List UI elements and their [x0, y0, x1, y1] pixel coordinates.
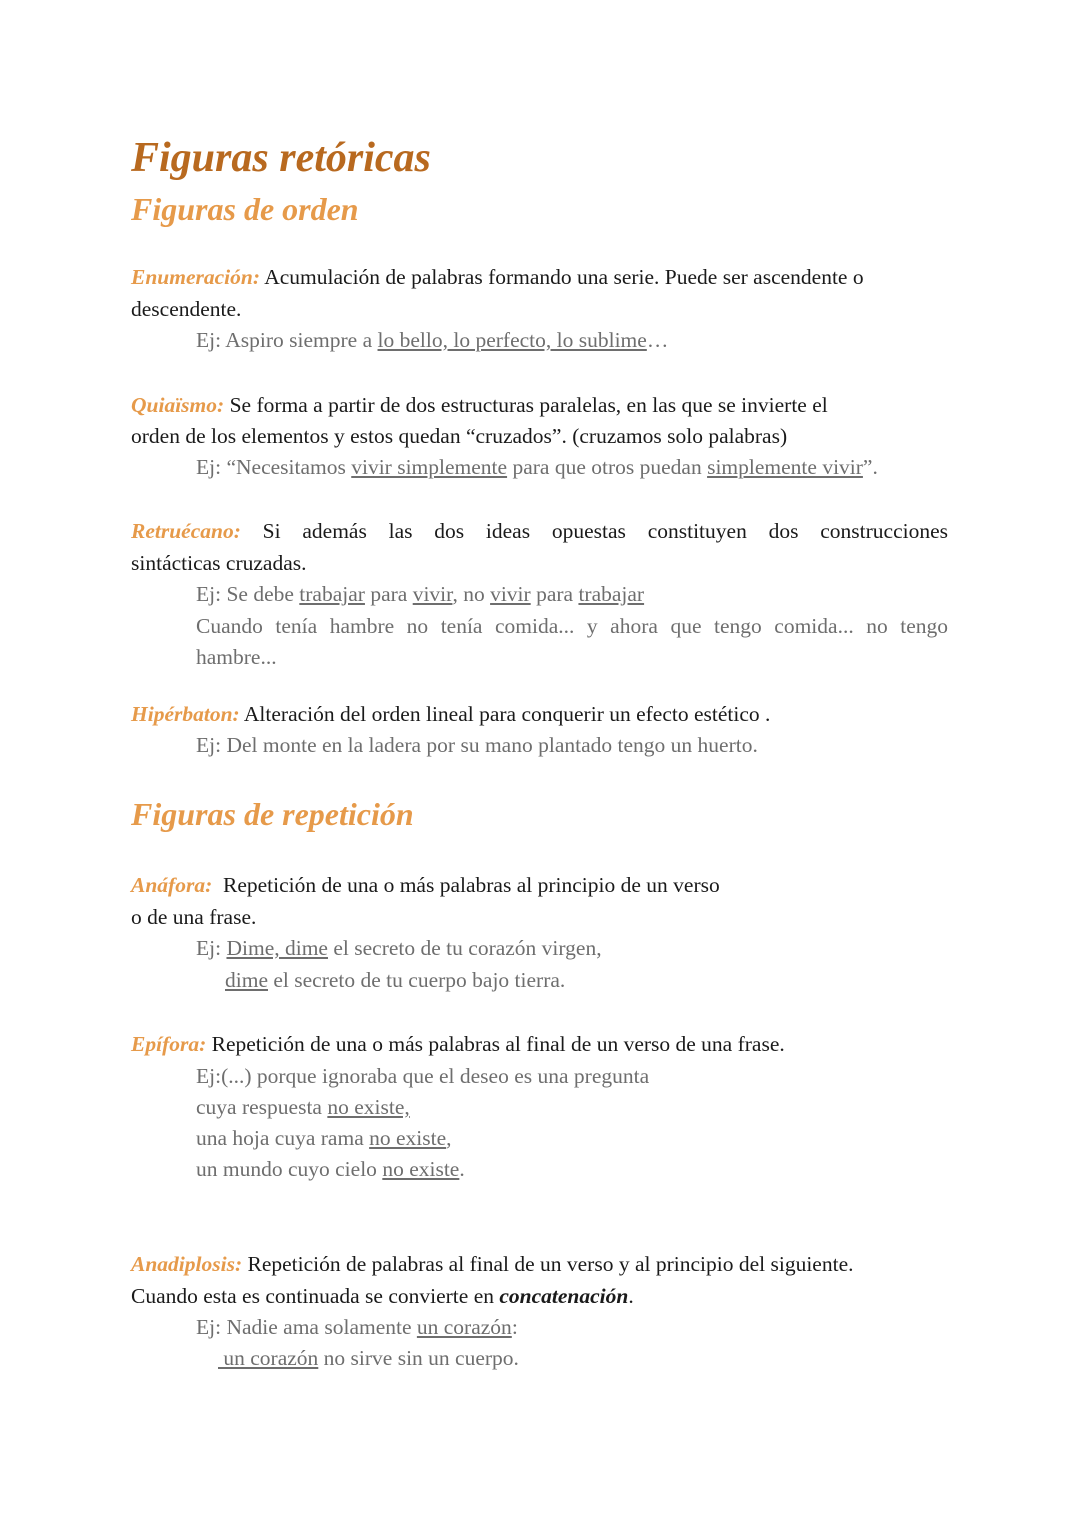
example-text: . [459, 1157, 465, 1181]
example-text: … [646, 328, 669, 352]
example-text: , [446, 1126, 452, 1150]
example-underline: vivir [490, 582, 531, 606]
anadiplosis-definition-cont [131, 1281, 634, 1312]
anafora-definition [131, 870, 720, 901]
example-text: Ej: Aspiro siempre a [196, 328, 378, 352]
definition-text: Repetición de una o más palabras al final de un verso de una frase. [206, 1032, 785, 1056]
term-retruecano: Retruécano: [131, 519, 241, 543]
page-title: Figuras retóricas [131, 135, 431, 181]
example-underline: dime [225, 968, 268, 992]
example-underline: simplemente vivir [707, 455, 863, 479]
epifora-example-3 [196, 1123, 452, 1154]
term-quiasmo: Quiaïsmo: [131, 393, 225, 417]
enumeracion-definition-cont: descendente. [131, 297, 242, 321]
anafora-example-2 [225, 965, 565, 996]
term-enumeracion: Enumeración: [131, 265, 261, 289]
definition-text: . [628, 1284, 634, 1308]
definition-text: Si además las dos ideas opuestas constituyen dos construcciones [240, 519, 948, 543]
hiperbaton-definition [131, 699, 770, 730]
example-underline: lo bello, lo perfecto, lo sublime [377, 328, 647, 352]
example-text: Ej: [196, 936, 227, 960]
epifora-example-2 [196, 1092, 410, 1123]
anafora-definition-cont: o de una frase. [131, 905, 257, 929]
example-text: : [511, 1315, 518, 1339]
retruecano-definition-cont: sintácticas cruzadas. [131, 551, 307, 575]
quiasmo-definition-cont: orden de los elementos y estos quedan “cruzados”. (cruzamos solo palabras) [131, 424, 788, 448]
retruecano-example-2: Cuando tenía hambre no tenía comida... y ahora que tengo comida... no tengo [196, 614, 948, 638]
example-underline: no existe [382, 1157, 460, 1181]
retruecano-example-2-cont: hambre... [196, 645, 277, 669]
example-underline: vivir simplemente [351, 455, 508, 479]
epifora-example-4 [196, 1154, 465, 1185]
term-anadiplosis: Anadiplosis: [131, 1252, 243, 1276]
example-underline: vivir [412, 582, 453, 606]
section-heading-orden: Figuras de orden [131, 191, 359, 227]
example-text: no sirve sin un cuerpo. [318, 1346, 519, 1370]
example-text: para [530, 582, 579, 606]
example-underline: un corazón [416, 1315, 512, 1339]
anadiplosis-example [196, 1312, 518, 1343]
quiasmo-definition [131, 390, 828, 421]
anafora-example [196, 933, 602, 964]
example-text: Ej: Se debe [196, 582, 300, 606]
quiasmo-example [196, 452, 878, 483]
example-underline: trabajar [299, 582, 365, 606]
example-underline: no existe [369, 1126, 447, 1150]
anadiplosis-example-2 [218, 1343, 519, 1374]
example-text: el secreto de tu corazón virgen, [327, 936, 602, 960]
epifora-definition [131, 1029, 785, 1060]
example-text: el secreto de tu cuerpo bajo tierra. [268, 968, 566, 992]
example-text: un mundo cuyo cielo [196, 1157, 383, 1181]
example-text: ”. [862, 455, 878, 479]
example-underline: no existe, [327, 1095, 410, 1119]
definition-text: Repetición de palabras al final de un verso y al principio del siguiente. [242, 1252, 854, 1276]
retruecano-example [196, 579, 644, 610]
hiperbaton-example: Ej: Del monte en la ladera por su mano plantado tengo un huerto. [196, 733, 758, 757]
term-anafora: Anáfora: [131, 873, 213, 897]
enumeracion-definition [131, 262, 864, 293]
term-epifora: Epífora: [131, 1032, 207, 1056]
epifora-example-1: Ej:(...) porque ignoraba que el deseo es una pregunta [196, 1064, 650, 1088]
example-text: , no [452, 582, 491, 606]
example-underline: Dime, dime [226, 936, 328, 960]
example-text: para que otros puedan [507, 455, 708, 479]
definition-text: Alteración del orden lineal para conquerir un efecto estético . [239, 702, 771, 726]
definition-text: Se forma a partir de dos estructuras paralelas, en las que se invierte el [224, 393, 828, 417]
section-heading-repeticion: Figuras de repetición [131, 796, 414, 832]
example-text: Ej: Nadie ama solamente [196, 1315, 417, 1339]
definition-text: Repetición de una o más palabras al principio de un verso [212, 873, 720, 897]
example-text: Ej: “Necesitamos [196, 455, 352, 479]
definition-text: Cuando esta es continuada se convierte en [131, 1284, 500, 1308]
enumeracion-example [196, 325, 668, 356]
example-text: cuya respuesta [196, 1095, 328, 1119]
example-underline: un corazón [218, 1346, 319, 1370]
definition-text: Acumulación de palabras formando una serie. Puede ser ascendente o [260, 265, 864, 289]
example-text: para [364, 582, 413, 606]
retruecano-definition [131, 516, 948, 547]
example-underline: trabajar [578, 582, 645, 606]
term-hiperbaton: Hipérbaton: [131, 702, 240, 726]
anadiplosis-definition [131, 1249, 854, 1280]
concatenacion-term: concatenación [499, 1284, 629, 1308]
example-text: una hoja cuya rama [196, 1126, 370, 1150]
